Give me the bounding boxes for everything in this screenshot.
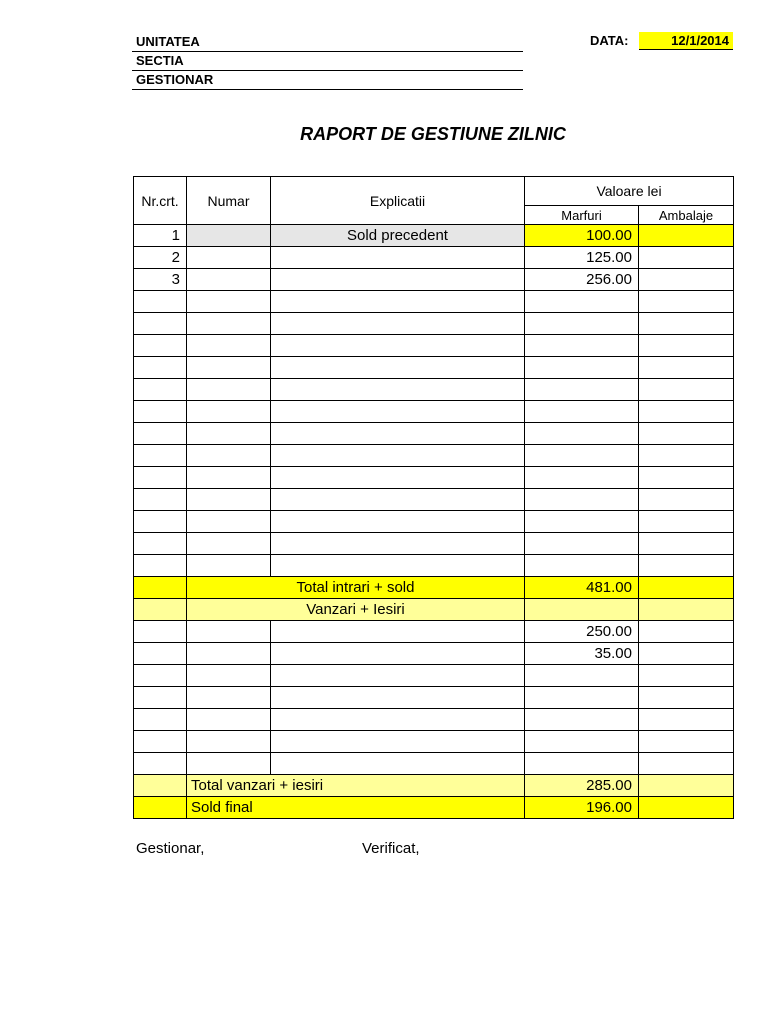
cell-ambalaje[interactable] (639, 511, 734, 533)
table-row (134, 401, 734, 423)
cell-explicatii[interactable] (271, 489, 525, 511)
data-label: DATA: (590, 33, 629, 48)
total-intrari-value[interactable]: 481.00 (525, 577, 639, 599)
cell-ambalaje[interactable] (639, 621, 734, 643)
cell-ambalaje[interactable] (639, 291, 734, 313)
report-table (133, 176, 734, 819)
table-row (134, 291, 734, 313)
table-row (134, 335, 734, 357)
footer-gestionar: Gestionar, (136, 840, 205, 857)
cell-ambalaje[interactable] (639, 357, 734, 379)
header-marfuri: Marfuri (525, 206, 639, 225)
table-row (134, 709, 734, 731)
total-intrari-label: Total intrari + sold (187, 577, 525, 599)
total-vanzari-ambalaje[interactable] (639, 775, 734, 797)
cell-ambalaje[interactable] (639, 225, 734, 247)
cell-marfuri[interactable] (525, 687, 639, 709)
cell-numar[interactable] (187, 401, 271, 423)
table-row (134, 621, 734, 643)
cell-explicatii[interactable] (271, 445, 525, 467)
cell-nr[interactable] (134, 687, 187, 709)
cell-marfuri[interactable] (525, 313, 639, 335)
cell-ambalaje[interactable] (639, 335, 734, 357)
cell-marfuri[interactable] (525, 357, 639, 379)
header-nrcrt: Nr.crt. (134, 177, 187, 225)
sectia-label: SECTIA (136, 53, 184, 68)
total-intrari-blank (134, 577, 187, 599)
cell-ambalaje[interactable] (639, 687, 734, 709)
cell-marfuri[interactable]: 100.00 (525, 225, 639, 247)
cell-marfuri[interactable] (525, 489, 639, 511)
cell-marfuri[interactable]: 250.00 (525, 621, 639, 643)
cell-explicatii[interactable] (271, 533, 525, 555)
cell-nr[interactable]: 1 (134, 225, 187, 247)
table-row (134, 533, 734, 555)
cell-marfuri[interactable] (525, 445, 639, 467)
cell-explicatii[interactable]: Sold precedent (271, 225, 525, 247)
cell-marfuri[interactable] (525, 401, 639, 423)
iesiri-body (134, 621, 734, 775)
cell-marfuri[interactable] (525, 555, 639, 577)
cell-nr[interactable] (134, 511, 187, 533)
table-row (134, 687, 734, 709)
cell-numar[interactable] (187, 753, 271, 775)
cell-numar[interactable] (187, 511, 271, 533)
cell-numar[interactable] (187, 313, 271, 335)
cell-nr[interactable] (134, 379, 187, 401)
cell-ambalaje[interactable] (639, 709, 734, 731)
vanzari-blank (134, 599, 187, 621)
total-vanzari-value[interactable]: 285.00 (525, 775, 639, 797)
page-title: RAPORT DE GESTIUNE ZILNIC (300, 124, 566, 144)
cell-explicatii[interactable] (271, 687, 525, 709)
cell-explicatii[interactable] (271, 247, 525, 269)
table-row (134, 225, 734, 247)
cell-ambalaje[interactable] (639, 269, 734, 291)
table-row (134, 313, 734, 335)
cell-nr[interactable] (134, 709, 187, 731)
cell-nr[interactable]: 3 (134, 269, 187, 291)
sold-final-blank (134, 797, 187, 819)
cell-explicatii[interactable] (271, 335, 525, 357)
cell-nr[interactable] (134, 621, 187, 643)
cell-explicatii[interactable] (271, 269, 525, 291)
cell-marfuri[interactable] (525, 379, 639, 401)
cell-numar[interactable] (187, 445, 271, 467)
cell-numar[interactable] (187, 621, 271, 643)
cell-numar[interactable] (187, 555, 271, 577)
header-numar: Numar (187, 177, 271, 225)
cell-numar[interactable] (187, 423, 271, 445)
vanzari-label: Vanzari + Iesiri (187, 599, 525, 621)
entries-body (134, 225, 734, 577)
vanzari-ambalaje[interactable] (639, 599, 734, 621)
cell-explicatii[interactable] (271, 357, 525, 379)
cell-ambalaje[interactable] (639, 489, 734, 511)
cell-nr[interactable] (134, 423, 187, 445)
table-row (134, 643, 734, 665)
cell-numar[interactable] (187, 665, 271, 687)
cell-numar[interactable] (187, 335, 271, 357)
cell-ambalaje[interactable] (639, 665, 734, 687)
cell-explicatii[interactable] (271, 731, 525, 753)
cell-nr[interactable] (134, 291, 187, 313)
cell-numar[interactable] (187, 291, 271, 313)
cell-explicatii[interactable] (271, 555, 525, 577)
cell-marfuri[interactable] (525, 665, 639, 687)
cell-ambalaje[interactable] (639, 401, 734, 423)
cell-nr[interactable] (134, 489, 187, 511)
cell-nr[interactable] (134, 731, 187, 753)
cell-explicatii[interactable] (271, 511, 525, 533)
cell-marfuri[interactable] (525, 709, 639, 731)
table-row (134, 423, 734, 445)
cell-ambalaje[interactable] (639, 643, 734, 665)
total-intrari-ambalaje[interactable] (639, 577, 734, 599)
cell-nr[interactable] (134, 555, 187, 577)
cell-numar[interactable] (187, 489, 271, 511)
table-row (134, 511, 734, 533)
header-ambalaje: Ambalaje (639, 206, 734, 225)
cell-nr[interactable] (134, 313, 187, 335)
cell-numar[interactable] (187, 687, 271, 709)
cell-ambalaje[interactable] (639, 379, 734, 401)
table-row (134, 467, 734, 489)
sectia-line (132, 70, 523, 71)
cell-marfuri[interactable] (525, 533, 639, 555)
cell-nr[interactable]: 2 (134, 247, 187, 269)
header-valoare: Valoare lei (525, 177, 734, 206)
cell-explicatii[interactable] (271, 379, 525, 401)
cell-explicatii[interactable] (271, 621, 525, 643)
cell-marfuri[interactable]: 35.00 (525, 643, 639, 665)
cell-ambalaje[interactable] (639, 731, 734, 753)
cell-numar[interactable] (187, 269, 271, 291)
cell-ambalaje[interactable] (639, 445, 734, 467)
cell-explicatii[interactable] (271, 709, 525, 731)
cell-nr[interactable] (134, 533, 187, 555)
table-row (134, 753, 734, 775)
sold-final-value[interactable]: 196.00 (525, 797, 639, 819)
cell-nr[interactable] (134, 445, 187, 467)
cell-ambalaje[interactable] (639, 423, 734, 445)
table-row (134, 445, 734, 467)
cell-nr[interactable] (134, 335, 187, 357)
table-row (134, 665, 734, 687)
cell-numar[interactable] (187, 533, 271, 555)
cell-explicatii[interactable] (271, 467, 525, 489)
cell-nr[interactable] (134, 643, 187, 665)
cell-ambalaje[interactable] (639, 467, 734, 489)
sold-final-label: Sold final (187, 797, 525, 819)
cell-explicatii[interactable] (271, 665, 525, 687)
cell-marfuri[interactable] (525, 467, 639, 489)
cell-numar[interactable] (187, 379, 271, 401)
gestionar-label: GESTIONAR (136, 72, 214, 87)
cell-numar[interactable] (187, 247, 271, 269)
cell-nr[interactable] (134, 357, 187, 379)
table-row (134, 247, 734, 269)
cell-ambalaje[interactable] (639, 533, 734, 555)
table-row (134, 555, 734, 577)
cell-nr[interactable] (134, 467, 187, 489)
header-explicatii: Explicatii (271, 177, 525, 225)
cell-nr[interactable] (134, 753, 187, 775)
cell-nr[interactable] (134, 401, 187, 423)
table-row (134, 731, 734, 753)
cell-marfuri[interactable] (525, 511, 639, 533)
gestionar-line (132, 89, 523, 90)
cell-numar[interactable] (187, 357, 271, 379)
cell-marfuri[interactable] (525, 335, 639, 357)
cell-nr[interactable] (134, 665, 187, 687)
cell-marfuri[interactable] (525, 753, 639, 775)
cell-explicatii[interactable] (271, 313, 525, 335)
cell-ambalaje[interactable] (639, 247, 734, 269)
cell-numar[interactable] (187, 467, 271, 489)
cell-numar[interactable] (187, 709, 271, 731)
total-vanzari-blank (134, 775, 187, 797)
unitatea-label: UNITATEA (136, 34, 200, 49)
table-row (134, 489, 734, 511)
table-row (134, 269, 734, 291)
cell-numar[interactable] (187, 225, 271, 247)
cell-ambalaje[interactable] (639, 313, 734, 335)
cell-marfuri[interactable]: 125.00 (525, 247, 639, 269)
cell-ambalaje[interactable] (639, 753, 734, 775)
cell-explicatii[interactable] (271, 423, 525, 445)
sold-final-ambalaje[interactable] (639, 797, 734, 819)
cell-marfuri[interactable] (525, 423, 639, 445)
cell-explicatii[interactable] (271, 291, 525, 313)
cell-marfuri[interactable] (525, 291, 639, 313)
cell-explicatii[interactable] (271, 753, 525, 775)
vanzari-marfuri[interactable] (525, 599, 639, 621)
footer-verificat: Verificat, (362, 840, 420, 857)
cell-explicatii[interactable] (271, 643, 525, 665)
cell-numar[interactable] (187, 731, 271, 753)
total-vanzari-label: Total vanzari + iesiri (187, 775, 525, 797)
cell-numar[interactable] (187, 643, 271, 665)
cell-ambalaje[interactable] (639, 555, 734, 577)
table-row (134, 357, 734, 379)
unitatea-line (132, 51, 523, 52)
cell-marfuri[interactable] (525, 731, 639, 753)
cell-marfuri[interactable]: 256.00 (525, 269, 639, 291)
data-value-cell[interactable]: 12/1/2014 (639, 32, 733, 50)
table-row (134, 379, 734, 401)
cell-explicatii[interactable] (271, 401, 525, 423)
